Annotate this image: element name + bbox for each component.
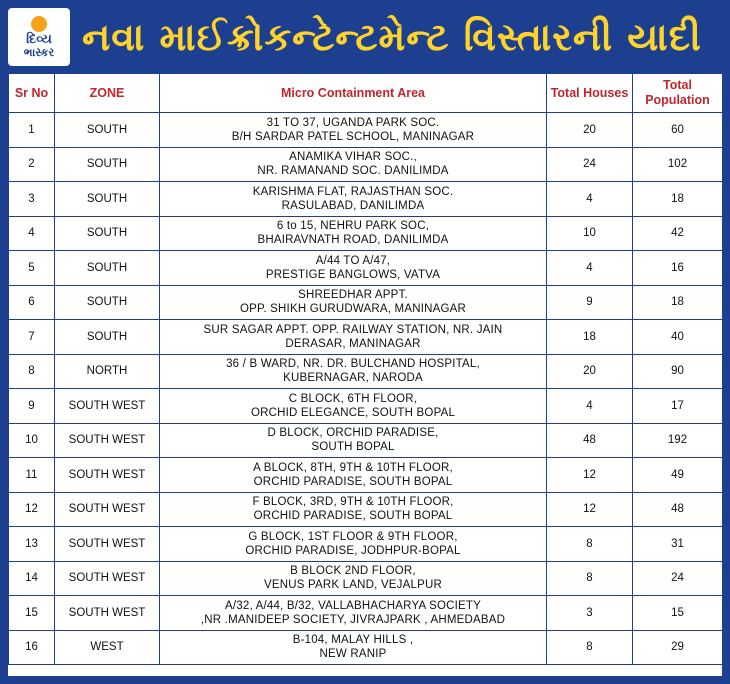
cell-population: 24	[633, 561, 723, 596]
cell-houses: 4	[547, 182, 633, 217]
cell-zone: SOUTH WEST	[55, 561, 160, 596]
cell-zone: SOUTH	[55, 147, 160, 182]
cell-zone: SOUTH	[55, 182, 160, 217]
table-row	[9, 630, 723, 665]
cell-houses: 18	[547, 320, 633, 355]
area-line: B BLOCK 2ND FLOOR,	[290, 565, 416, 578]
area-line: D BLOCK, ORCHID PARADISE,	[267, 427, 439, 440]
area-line: A/32, A/44, B/32, VALLABHACHARYA SOCIETY	[224, 599, 481, 612]
cell-population: 192	[633, 423, 723, 458]
cell-area	[160, 320, 547, 355]
cell-houses: 9	[547, 285, 633, 320]
area-line: DERASAR, MANINAGAR	[285, 337, 421, 350]
column-header-sr-no: Sr No	[9, 74, 55, 113]
cell-area	[160, 182, 547, 217]
cell-area	[160, 354, 547, 389]
sun-icon	[31, 16, 47, 32]
cell-sr-no: 12	[9, 492, 55, 527]
cell-zone: WEST	[55, 630, 160, 665]
cell-sr-no: 11	[9, 458, 55, 493]
cell-area	[160, 251, 547, 286]
cell-houses: 48	[547, 423, 633, 458]
cell-area	[160, 147, 547, 182]
table-row	[9, 216, 723, 251]
area-line: A BLOCK, 8TH, 9TH & 10TH FLOOR,	[253, 461, 453, 474]
cell-population: 16	[633, 251, 723, 286]
area-line: SUR SAGAR APPT. OPP. RAILWAY STATION, NR. JAIN	[203, 323, 503, 336]
table-row	[9, 596, 723, 631]
cell-sr-no: 16	[9, 630, 55, 665]
cell-houses: 12	[547, 458, 633, 493]
cell-population: 102	[633, 147, 723, 182]
table-row	[9, 389, 723, 424]
cell-sr-no: 9	[9, 389, 55, 424]
cell-area	[160, 561, 547, 596]
table-row	[9, 492, 723, 527]
cell-houses: 10	[547, 216, 633, 251]
area-line: 31 TO 37, UGANDA PARK SOC.	[266, 116, 440, 129]
cell-population: 49	[633, 458, 723, 493]
cell-area	[160, 216, 547, 251]
cell-sr-no: 1	[9, 113, 55, 148]
cell-area	[160, 527, 547, 562]
column-header-houses: Total Houses	[547, 74, 633, 113]
area-line: KUBERNAGAR, NARODA	[283, 372, 423, 385]
table-row	[9, 182, 723, 217]
area-line: VENUS PARK LAND, VEJALPUR	[264, 579, 442, 592]
area-line: RASULABAD, DANILIMDA	[281, 199, 425, 212]
page-title: નવા માઈક્રોકન્ટેન્ટમેન્ટ વિસ્તારની યાદી	[82, 15, 702, 59]
cell-sr-no: 4	[9, 216, 55, 251]
logo-text-line1: દિવ્ય	[26, 31, 52, 47]
cell-area	[160, 389, 547, 424]
cell-houses: 4	[547, 251, 633, 286]
area-line: KARISHMA FLAT, RAJASTHAN SOC.	[252, 185, 454, 198]
cell-sr-no: 7	[9, 320, 55, 355]
area-line: B/H SARDAR PATEL SCHOOL, MANINAGAR	[231, 130, 475, 143]
table-body	[9, 113, 723, 665]
cell-zone: SOUTH WEST	[55, 458, 160, 493]
area-line: ORCHID PARADISE, SOUTH BOPAL	[253, 475, 453, 488]
cell-sr-no: 3	[9, 182, 55, 217]
cell-population: 42	[633, 216, 723, 251]
area-line: BHAIRAVNATH ROAD, DANILIMDA	[257, 234, 449, 247]
area-line: A/44 TO A/47,	[315, 254, 391, 267]
area-line: 36 / B WARD, NR. DR. BULCHAND HOSPITAL,	[226, 358, 480, 371]
table-header-row	[9, 74, 723, 113]
cell-zone: SOUTH WEST	[55, 423, 160, 458]
cell-sr-no: 2	[9, 147, 55, 182]
cell-houses: 20	[547, 354, 633, 389]
table-row	[9, 251, 723, 286]
area-line: B-104, MALAY HILLS ,	[292, 634, 414, 647]
table-row	[9, 458, 723, 493]
cell-zone: SOUTH WEST	[55, 492, 160, 527]
cell-area	[160, 458, 547, 493]
cell-houses: 3	[547, 596, 633, 631]
cell-zone: SOUTH	[55, 251, 160, 286]
table-row	[9, 423, 723, 458]
area-line: OPP. SHIKH GURUDWARA, MANINAGAR	[239, 303, 466, 316]
cell-zone: SOUTH WEST	[55, 596, 160, 631]
cell-zone: SOUTH WEST	[55, 389, 160, 424]
cell-houses: 8	[547, 630, 633, 665]
cell-houses: 24	[547, 147, 633, 182]
cell-sr-no: 10	[9, 423, 55, 458]
column-header-zone: ZONE	[55, 74, 160, 113]
area-line: F BLOCK, 3RD, 9TH & 10TH FLOOR,	[252, 496, 454, 509]
cell-sr-no: 6	[9, 285, 55, 320]
cell-houses: 4	[547, 389, 633, 424]
cell-population: 18	[633, 285, 723, 320]
column-header-area: Micro Containment Area	[160, 74, 547, 113]
area-line: PRESTIGE BANGLOWS, VATVA	[265, 268, 441, 281]
header-banner	[0, 0, 730, 73]
containment-table	[8, 73, 723, 665]
cell-area	[160, 285, 547, 320]
cell-area	[160, 423, 547, 458]
logo-text-line2: ભાસ્કર	[23, 45, 55, 59]
cell-population: 29	[633, 630, 723, 665]
table-row	[9, 320, 723, 355]
cell-houses: 8	[547, 527, 633, 562]
cell-population: 17	[633, 389, 723, 424]
cell-sr-no: 5	[9, 251, 55, 286]
cell-zone: SOUTH	[55, 216, 160, 251]
cell-population: 48	[633, 492, 723, 527]
area-line: ,NR .MANIDEEP SOCIETY, JIVRAJPARK , AHMEDABAD	[200, 613, 506, 626]
cell-zone: SOUTH	[55, 113, 160, 148]
area-line: NEW RANIP	[319, 648, 387, 661]
cell-population: 90	[633, 354, 723, 389]
area-line: ANAMIKA VIHAR SOC.,	[289, 151, 417, 164]
cell-population: 15	[633, 596, 723, 631]
table-row	[9, 354, 723, 389]
cell-sr-no: 13	[9, 527, 55, 562]
area-line: C BLOCK, 6TH FLOOR,	[288, 392, 418, 405]
table-row	[9, 113, 723, 148]
area-line: 6 to 15, NEHRU PARK SOC,	[276, 220, 430, 233]
containment-table-container	[8, 73, 722, 676]
area-line: ORCHID PARADISE, JODHPUR-BOPAL	[245, 544, 461, 557]
area-line: ORCHID ELEGANCE, SOUTH BOPAL	[250, 406, 456, 419]
cell-area	[160, 492, 547, 527]
cell-zone: SOUTH WEST	[55, 527, 160, 562]
cell-houses: 20	[547, 113, 633, 148]
cell-zone: SOUTH	[55, 320, 160, 355]
area-line: ORCHID PARADISE, SOUTH BOPAL	[253, 510, 453, 523]
cell-sr-no: 14	[9, 561, 55, 596]
cell-sr-no: 15	[9, 596, 55, 631]
cell-area	[160, 596, 547, 631]
cell-sr-no: 8	[9, 354, 55, 389]
area-line: G BLOCK, 1ST FLOOR & 9TH FLOOR,	[248, 530, 458, 543]
table-row	[9, 527, 723, 562]
table-row	[9, 147, 723, 182]
cell-zone: NORTH	[55, 354, 160, 389]
cell-houses: 12	[547, 492, 633, 527]
cell-houses: 8	[547, 561, 633, 596]
area-line: SOUTH BOPAL	[311, 441, 395, 454]
area-line: SHREEDHAR APPT.	[298, 289, 408, 302]
cell-population: 40	[633, 320, 723, 355]
column-header-population: Total Population	[633, 74, 723, 113]
area-line: NR. RAMANAND SOC. DANILIMDA	[257, 165, 449, 178]
table-row	[9, 561, 723, 596]
cell-area	[160, 630, 547, 665]
divya-bhaskar-logo	[8, 8, 70, 66]
cell-zone: SOUTH	[55, 285, 160, 320]
cell-population: 31	[633, 527, 723, 562]
cell-area	[160, 113, 547, 148]
cell-population: 18	[633, 182, 723, 217]
table-row	[9, 285, 723, 320]
cell-population: 60	[633, 113, 723, 148]
